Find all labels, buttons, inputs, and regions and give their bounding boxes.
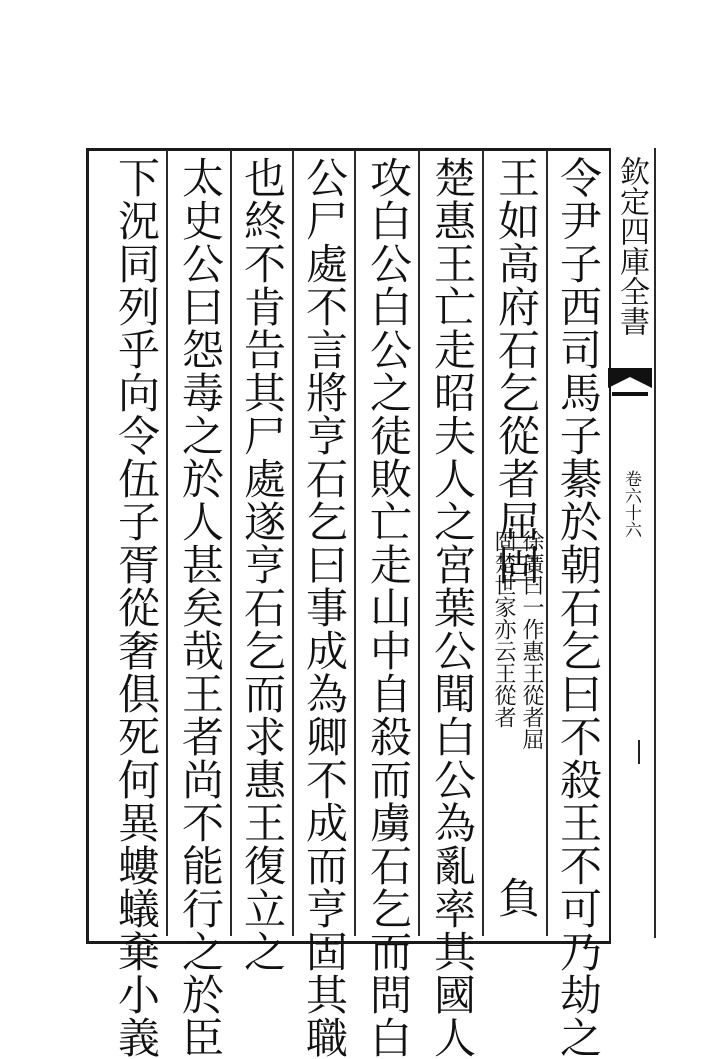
column-rule bbox=[482, 150, 484, 936]
text-column-2-tail: 負 bbox=[492, 876, 541, 919]
text-column-5: 公尸處不言將亨石乞曰事成為卿不成而亨固其職 bbox=[300, 156, 349, 1059]
text-column-4: 攻白公白公之徒敗亡走山中自殺而虜石乞而問白 bbox=[364, 156, 413, 1059]
book-title: 欽定四庫全書 bbox=[614, 156, 649, 336]
margin-tick bbox=[638, 740, 640, 764]
text-column-6: 也終不肯告其尸處遂亨石乞而求惠王復立之 bbox=[238, 156, 287, 973]
text-column-7: 太史公曰怨毒之於人甚矣哉王者尚不能行之於臣 bbox=[176, 156, 225, 1059]
annotation-left: 固楚世家亦云王從者 bbox=[491, 530, 516, 728]
annotation-right: 徐廣曰一作惠王從者屈 bbox=[519, 530, 544, 750]
text-column-3: 楚惠王亡走昭夫人之宮葉公聞白公為亂率其國人 bbox=[428, 156, 477, 1059]
text-column-8: 下況同列乎向令伍子胥從奢俱死何異螻蟻棄小義 bbox=[112, 156, 161, 1059]
column-rule bbox=[354, 150, 356, 936]
text-column-2: 王如高府石乞從者屈固 bbox=[492, 156, 541, 586]
column-rule bbox=[546, 150, 548, 936]
text-column-1: 令尹子西司馬子綦於朝石乞曰不殺王不可乃劫之 bbox=[554, 156, 603, 1059]
fishtail-rule bbox=[612, 392, 648, 396]
column-rule bbox=[418, 150, 420, 936]
column-rule bbox=[166, 150, 168, 936]
column-rule bbox=[292, 150, 294, 936]
column-rule bbox=[230, 150, 232, 936]
juan-number: 卷六十六 bbox=[621, 470, 641, 538]
